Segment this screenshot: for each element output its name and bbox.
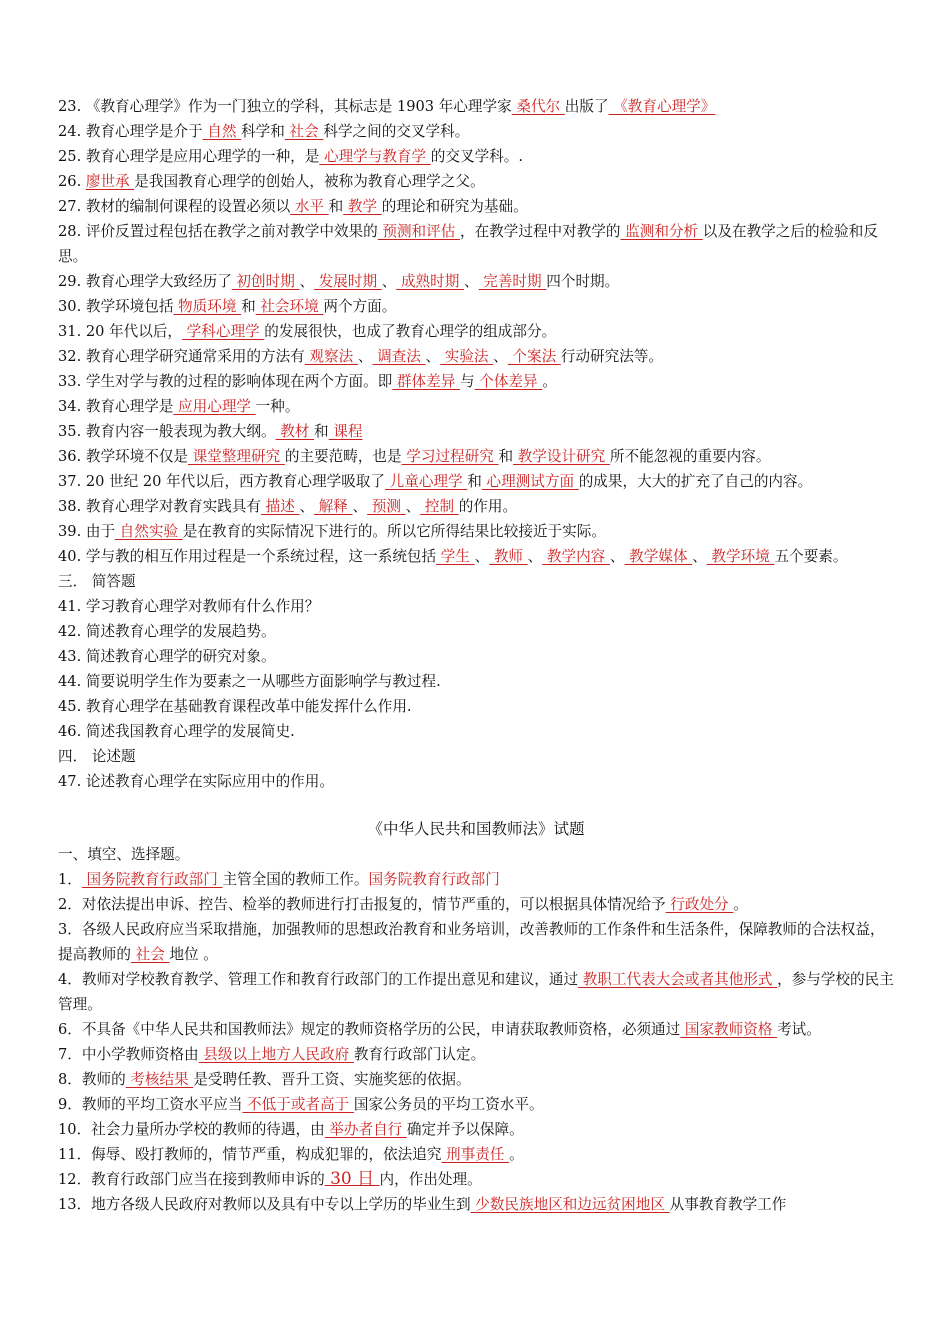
question-text: 、	[527, 548, 543, 565]
answer-blank: 预测和评估	[377, 223, 460, 240]
answer-blank: 儿童心理学	[385, 473, 468, 490]
question-text: 。	[542, 373, 557, 390]
part1-question-line	[58, 344, 894, 369]
answer-blank: 《教育心理学》	[608, 98, 716, 115]
question-text: 以及在教学之后的检验和反思。	[58, 223, 878, 265]
answer-blank: 社会	[130, 946, 170, 963]
answer-blank: 学科心理学	[182, 323, 265, 340]
part1-question-line	[58, 394, 894, 419]
answer-blank: 课堂整理研究	[188, 448, 285, 465]
answer-blank: 个体差异	[474, 373, 543, 390]
part1-question-line	[58, 119, 894, 144]
question-text: 。	[509, 1146, 524, 1163]
question-text: 的成果，大大的扩充了自己的内容。	[578, 473, 813, 490]
question-text: 、	[405, 498, 421, 515]
answer-blank: 教学环境	[706, 548, 775, 565]
question-text: 、	[609, 548, 625, 565]
part2-question-line	[58, 1017, 894, 1042]
answer-blank: 少数民族地区和边远贫困地区	[470, 1196, 670, 1213]
question-text: 27. 教材的编制何课程的设置必须以	[58, 198, 291, 215]
answer-blank: 国务院教育行政部门	[81, 871, 223, 888]
question-text: 31. 20 年代以后，	[58, 323, 183, 340]
answer-blank: 水平	[290, 198, 329, 215]
question-text: 30. 教学环境包括	[58, 298, 174, 315]
question-text: 26.	[58, 173, 86, 190]
question-text: 40. 学与教的相互作用过程是一个系统过程，这一系统包括	[58, 548, 437, 565]
question-text: 内，作出处理。	[379, 1171, 482, 1188]
question-text: 五个要素。	[774, 548, 848, 565]
short-answer-question: 44. 简要说明学生作为要素之一从哪些方面影响学与教过程.	[58, 673, 441, 690]
part2-question-line	[58, 917, 894, 967]
question-text: 科学之间的交叉学科。	[323, 123, 470, 140]
question-text: 2．对依法提出申诉、控告、检举的教师进行打击报复的，情节严重的，可以根据具体情况给予	[58, 896, 666, 913]
answer-blank: 廖世承	[85, 173, 135, 190]
answer-blank: 群体差异	[392, 373, 460, 390]
question-text: 25. 教育心理学是应用心理学的一种，是	[58, 148, 320, 165]
answer-blank: 心理学与教育学	[319, 148, 431, 165]
question-text: 国家公务员的平均工资水平。	[353, 1096, 544, 1113]
part2-question-line	[58, 1192, 894, 1217]
answer-blank: 社会环境	[255, 298, 324, 315]
question-text: 、	[692, 548, 707, 565]
question-text: 教育行政部门认定。	[353, 1046, 486, 1063]
question-text: 6．不具备《中华人民共和国教师法》规定的教师资格学历的公民，申请获取教师资格，必须通过	[58, 1021, 681, 1038]
answer-blank: 心理测试方面	[481, 473, 579, 490]
answer-blank: 学生	[436, 548, 475, 565]
answer-blank: 实验法	[440, 348, 494, 365]
part2-question-line	[58, 1067, 894, 1092]
answer-blank: 解释	[314, 498, 353, 515]
answer-blank: 举办者自行	[324, 1121, 407, 1138]
part1-question-line	[58, 194, 894, 219]
question-text: 的主要范畴，也是	[284, 448, 402, 465]
answer-blank: 桑代尔	[511, 98, 565, 115]
question-text: 一种。	[255, 398, 300, 415]
answer-blank: 观察法	[304, 348, 358, 365]
question-text: 所不能忽视的重要内容。	[609, 448, 771, 465]
question-text: 科学和	[241, 123, 285, 140]
answer-blank: 自然	[202, 123, 242, 140]
question-text: 与	[459, 373, 475, 390]
part2-question-line	[58, 1042, 894, 1067]
part1-question-line	[58, 469, 894, 494]
question-text: 12．教育行政部门应当在接到教师申诉的	[58, 1171, 325, 1188]
question-text: 出版了	[564, 98, 609, 115]
question-text: 考试。	[777, 1021, 821, 1038]
question-text: 四个时期。	[546, 273, 620, 290]
document-title: 《中华人民共和国教师法》试题	[367, 820, 585, 838]
document-page	[58, 94, 894, 1217]
question-text: 和	[314, 423, 329, 440]
part1-question-line	[58, 319, 894, 344]
question-text: 行动研究法等。	[560, 348, 664, 365]
part1-question-line	[58, 144, 894, 169]
part2-question-line	[58, 1167, 894, 1192]
question-text: 、	[357, 348, 373, 365]
answer-blank: 发展时期	[314, 273, 382, 290]
short-answer-question: 46. 简述我国教育心理学的发展简史.	[58, 723, 295, 740]
question-text: 13．地方各级人民政府对教师以及具有中专以上学历的毕业生到	[58, 1196, 471, 1213]
question-text: 主管全国的教师工作。	[222, 871, 369, 888]
question-text: 是在教育的实际情况下进行的。所以它所得结果比较接近于实际。	[182, 523, 606, 540]
part1-question-line	[58, 494, 894, 519]
answer-blank: 30 日	[324, 1169, 380, 1189]
question-text: 和	[241, 298, 256, 315]
answer-blank: 初创时期	[231, 273, 300, 290]
answer-blank: 自然实验	[115, 523, 183, 540]
question-text: 从事教育教学工作	[669, 1196, 787, 1213]
question-text: 7．中小学教师资格由	[58, 1046, 199, 1063]
section-essay-title: 四． 论述题	[58, 748, 136, 765]
question-text: 、	[352, 498, 368, 515]
answer-blank: 完善时期	[478, 273, 547, 290]
question-text: 、	[474, 548, 490, 565]
question-text: 24. 教育心理学是介于	[58, 123, 203, 140]
fill-in-questions-part2	[58, 867, 894, 1217]
question-text: 两个方面。	[323, 298, 397, 315]
answer-blank: 考核结果	[125, 1071, 194, 1088]
question-text: ，在教学过程中对教学的	[459, 223, 621, 240]
question-text: 38. 教育心理学对教育实践具有	[58, 498, 261, 515]
fill-in-questions-part1	[58, 94, 894, 569]
question-text: 是受聘任教、晋升工资、实施奖惩的依据。	[193, 1071, 471, 1088]
question-text: 地位 。	[169, 946, 218, 963]
short-answer-list	[58, 594, 894, 744]
question-text: 的交叉学科。.	[430, 148, 523, 165]
question-text: 、	[299, 498, 315, 515]
part1-question-line	[58, 419, 894, 444]
answer-blank: 社会	[284, 123, 324, 140]
part2-question-line	[58, 1142, 894, 1167]
question-text: 39. 由于	[58, 523, 116, 540]
question-text: 和	[498, 448, 514, 465]
part2-heading: 一、填空、选择题。	[58, 846, 190, 863]
question-text: 9．教师的平均工资水平应当	[58, 1096, 243, 1113]
answer-note: 国务院教育行政部门	[368, 871, 500, 888]
answer-blank: 学习过程研究	[401, 448, 499, 465]
part1-question-line	[58, 169, 894, 194]
part1-question-line	[58, 369, 894, 394]
question-text: 和	[467, 473, 482, 490]
question-text: 的理论和研究为基础。	[381, 198, 528, 215]
answer-blank: 教师	[489, 548, 528, 565]
answer-blank: 个案法	[507, 348, 561, 365]
answer-blank: 调查法	[372, 348, 426, 365]
question-text: 、	[425, 348, 441, 365]
part1-question-line	[58, 519, 894, 544]
answer-blank: 教职工代表大会或者其他形式	[578, 971, 778, 988]
question-text: 是我国教育心理学的创始人，被称为教育心理学之父。	[134, 173, 485, 190]
part2-question-line	[58, 967, 894, 1017]
part1-question-line	[58, 269, 894, 294]
question-text: 35. 教育内容一般表现为教大纲。	[58, 423, 276, 440]
section-short-answer-title: 三． 简答题	[58, 573, 136, 590]
answer-blank: 描述	[260, 498, 300, 515]
part1-question-line	[58, 294, 894, 319]
question-text: 36. 教学环境不仅是	[58, 448, 189, 465]
answer-blank: 国家教师资格	[680, 1021, 778, 1038]
question-text: 3．各级人民政府应当采取措施，加强教师的思想政治教育和业务培训，改善教师的工作条件和生活条件，保障教师的合法权益，提高教师的	[58, 921, 885, 963]
part2-question-line	[58, 892, 894, 917]
question-text: 11．侮辱、殴打教师的，情节严重，构成犯罪的，依法追究	[58, 1146, 442, 1163]
answer-blank: 成熟时期	[396, 273, 464, 290]
answer-blank: 课程	[328, 423, 363, 440]
short-answer-question: 45. 教育心理学在基础教育课程改革中能发挥什么作用.	[58, 698, 412, 715]
question-text: 、	[299, 273, 315, 290]
answer-blank: 教学设计研究	[513, 448, 610, 465]
question-text: 、	[463, 273, 479, 290]
question-text: 37. 20 世纪 20 年代以后，西方教育心理学吸取了	[58, 473, 385, 490]
part1-question-line	[58, 94, 894, 119]
answer-blank: 教材	[275, 423, 315, 440]
question-text: 和	[328, 198, 344, 215]
answer-blank: 监测和分析	[620, 223, 703, 240]
question-text: 34. 教育心理学是	[58, 398, 174, 415]
question-text: 4．教师对学校教育教学、管理工作和教育行政部门的工作提出意见和建议，通过	[58, 971, 579, 988]
answer-blank: 教学	[343, 198, 382, 215]
question-text: 29. 教育心理学大致经历了	[58, 273, 232, 290]
question-text: 10．社会力量所办学校的教师的待遇，由	[58, 1121, 325, 1138]
part1-question-line	[58, 444, 894, 469]
answer-blank: 教学内容	[542, 548, 610, 565]
answer-blank: 县级以上地方人民政府	[198, 1046, 354, 1063]
part1-question-line	[58, 219, 894, 269]
answer-blank: 教学媒体	[624, 548, 693, 565]
short-answer-question: 42. 简述教育心理学的发展趋势。	[58, 623, 276, 640]
question-text: 、	[381, 273, 397, 290]
answer-blank: 控制	[420, 498, 459, 515]
answer-blank: 刑事责任	[441, 1146, 510, 1163]
question-text: 28. 评价反置过程包括在教学之前对教学中效果的	[58, 223, 378, 240]
essay-question: 47. 论述教育心理学在实际应用中的作用。	[58, 773, 334, 790]
question-text: 1．	[58, 871, 82, 888]
question-text: 的作用。	[458, 498, 518, 515]
question-text: ，参与学校的民主管理。	[58, 971, 894, 1013]
question-text: 、	[493, 348, 508, 365]
question-text: 。	[733, 896, 748, 913]
short-answer-question: 43. 简述教育心理学的研究对象。	[58, 648, 276, 665]
answer-blank: 预测	[367, 498, 406, 515]
answer-blank: 不低于或者高于	[242, 1096, 354, 1113]
question-text: 33. 学生对学与教的过程的影响体现在两个方面。即	[58, 373, 393, 390]
question-text: 确定并予以保障。	[406, 1121, 524, 1138]
short-answer-question: 41. 学习教育心理学对教师有什么作用？	[58, 598, 320, 615]
part1-question-line	[58, 544, 894, 569]
question-text: 32. 教育心理学研究通常采用的方法有	[58, 348, 305, 365]
part2-question-line	[58, 867, 894, 892]
part2-question-line	[58, 1092, 894, 1117]
answer-blank: 物质环境	[173, 298, 242, 315]
question-text: 8．教师的	[58, 1071, 126, 1088]
question-text: 的发展很快，也成了教育心理学的组成部分。	[264, 323, 557, 340]
part2-question-line	[58, 1117, 894, 1142]
answer-blank: 行政处分	[665, 896, 734, 913]
answer-blank: 应用心理学	[173, 398, 256, 415]
question-text: 23. 《教育心理学》作为一门独立的学科，其标志是 1903 年心理学家	[58, 98, 512, 115]
